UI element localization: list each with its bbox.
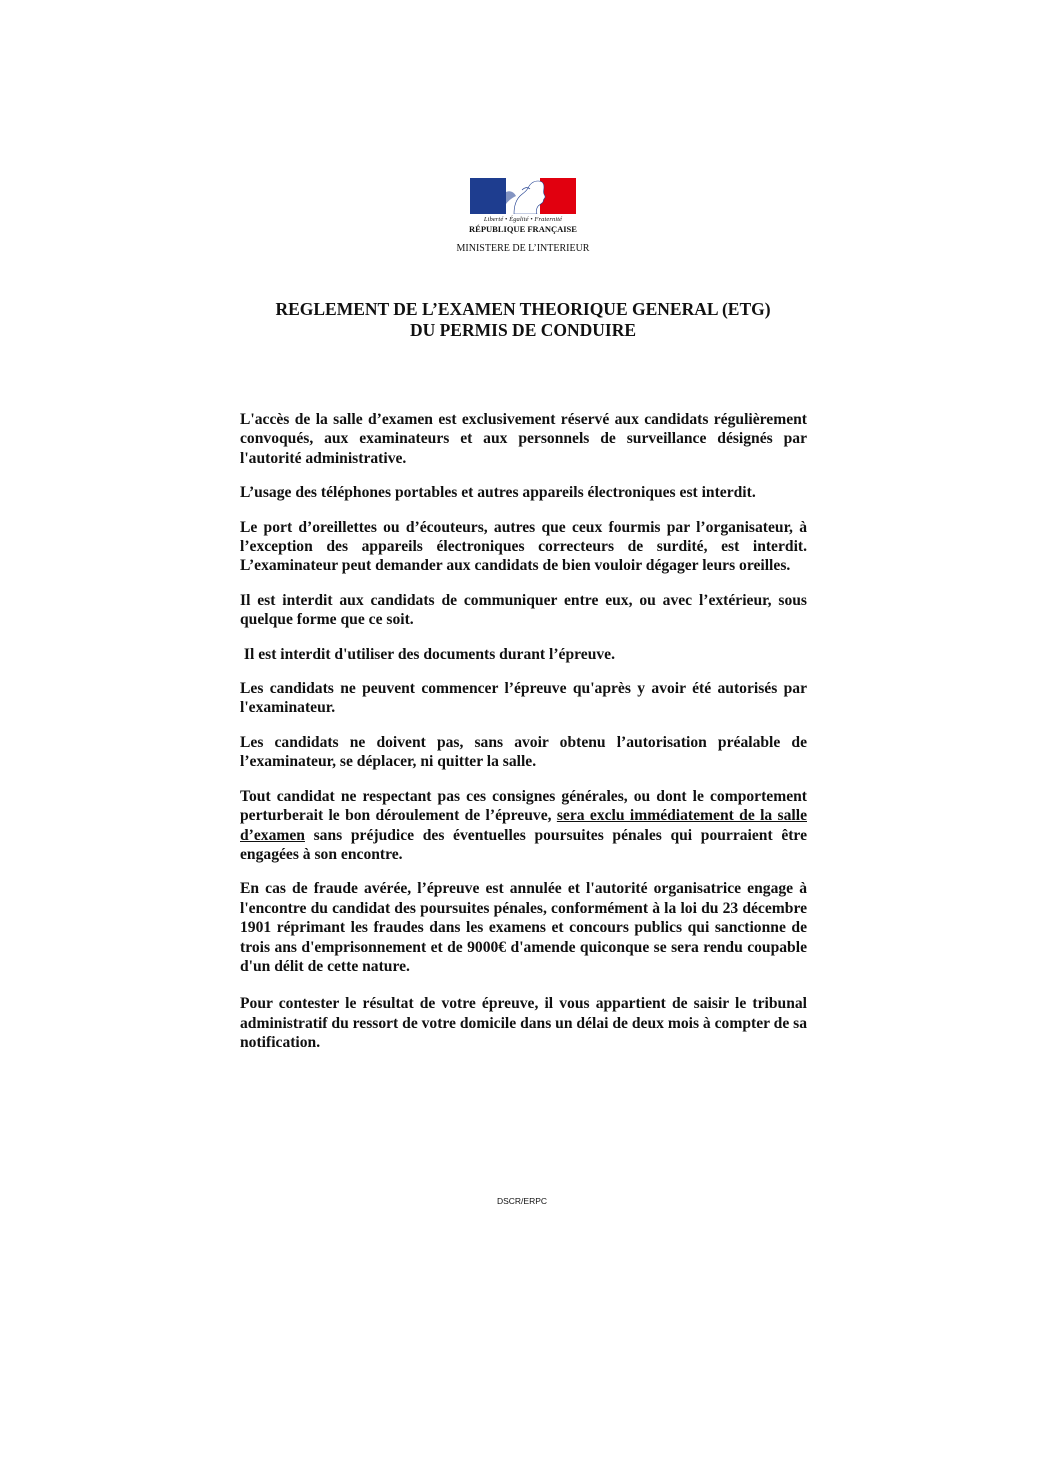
rule-paragraph-communication: Il est interdit aux candidats de communiquer entre eux, ou avec l’extérieur, sous quelque forme que ce soit. bbox=[240, 591, 807, 629]
rule-paragraph-start: Les candidats ne peuvent commencer l’épreuve qu'après y avoir été autorisés par l'examinateur. bbox=[240, 680, 807, 717]
footer-reference: DSCR/ERPC bbox=[496, 1196, 548, 1206]
title-line-1: REGLEMENT DE L’EXAMEN THEORIQUE GENERAL (ETG) bbox=[275, 299, 771, 319]
exclusion-text-start: Tout candidat ne respectant pas ces consignes générales, ou dont le comportement perturberait le bon déroulement de l’épreuve, bbox=[240, 787, 807, 825]
exclusion-text-end: sans préjudice des éventuelles poursuites pénales qui pourraient être engagées à son encontre. bbox=[240, 826, 807, 863]
rule-paragraph-documents: Il est interdit d'utiliser des documents durant l’épreuve. bbox=[240, 645, 615, 663]
rule-paragraph-earphones: Le port d’oreillettes ou d’écouteurs, autres que ceux fourmis par l’organisateur, à l’exception des appareils électroniques correcteurs de surdité, est interdit. L’examinateur peut demander aux candidats de bien vouloir dégager leurs oreilles. bbox=[240, 518, 807, 575]
title-line-2: DU PERMIS DE CONDUIRE bbox=[409, 320, 637, 340]
ministry-name: MINISTERE DE L’INTERIEUR bbox=[456, 243, 590, 254]
rule-paragraph-exclusion bbox=[240, 787, 807, 865]
republic-logo bbox=[440, 178, 606, 255]
rule-paragraph-fraud: En cas de fraude avérée, l’épreuve est annulée et l'autorité organisatrice engage à l'encontre du candidat des poursuites pénales, conformément à la loi du 23 décembre 1901 réprimant les fraudes dans les examens et concours publics qui sanctionne de trois ans d'emprisonnement et de 9000€ d'amende quiconque se sera rendu coupable d'un délit de cette nature. bbox=[240, 880, 807, 975]
rule-paragraph-access: L'accès de la salle d’examen est exclusivement réservé aux candidats régulièrement convoqués, aux examinateurs et aux personnels de surveillance désignés par l'autorité administrative. bbox=[240, 411, 807, 467]
rule-paragraph-phones: L’usage des téléphones portables et autres appareils électroniques est interdit. bbox=[240, 484, 756, 502]
exclusion-underlined-text: sera exclu immédiatement de la salle d’examen bbox=[240, 807, 807, 844]
rule-paragraph-appeal: Pour contester le résultat de votre épreuve, il vous appartient de saisir le tribunal administratif du ressort de votre domicile dans un délai de deux mois à compter de sa notification. bbox=[240, 995, 808, 1052]
document-title bbox=[200, 299, 846, 341]
republic-motto: Liberté • Égalité • Fraternité bbox=[483, 216, 563, 223]
rule-paragraph-leaving: Les candidats ne doivent pas, sans avoir obtenu l’autorisation préalable de l’examinateur, se déplacer, ni quitter la salle. bbox=[240, 733, 807, 771]
marianne-flag-logo bbox=[470, 178, 576, 214]
republic-name: RÉPUBLIQUE FRANÇAISE bbox=[469, 224, 577, 234]
rules-body bbox=[240, 410, 807, 1068]
